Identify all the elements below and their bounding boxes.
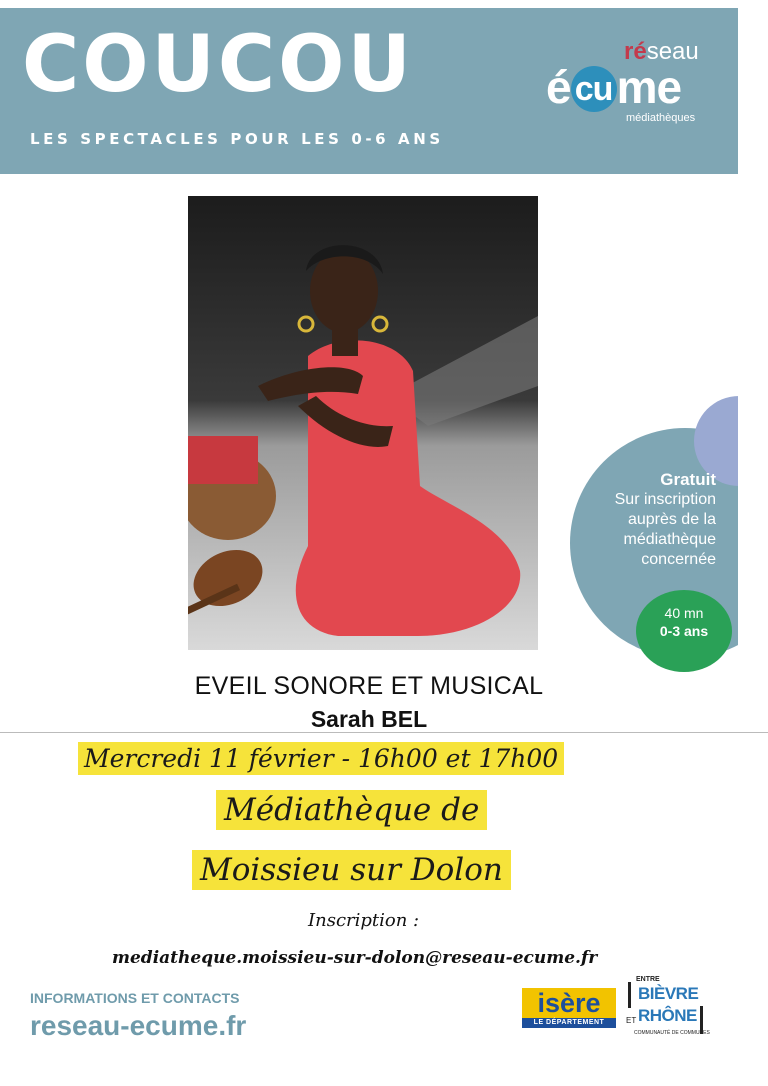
venue-line-2: Moissieu sur Dolon — [192, 850, 511, 890]
reseau-ecume-logo-subtitle: médiathèques — [626, 112, 696, 124]
registration-info: Gratuit Sur inscription auprès de la médiathèque concernée — [574, 470, 716, 570]
venue-line-1: Médiathèque de — [216, 790, 487, 830]
poster-subtitle: LES SPECTACLES POUR LES 0-6 ANS — [30, 130, 444, 148]
bievre-rhone-logo: ENTRE BIÈVRE ET RHÔNE COMMUNAUTÉ DE COMMUNES — [626, 976, 710, 1036]
duration-label: 40 mn — [664, 605, 704, 621]
footer-website-link[interactable]: reseau-ecume.fr — [30, 1010, 247, 1041]
performer-photo — [188, 196, 538, 650]
poster-title: COUCOU — [22, 20, 414, 110]
price-label: Gratuit — [660, 470, 716, 489]
reseau-ecume-logo-top: réseau — [624, 38, 699, 65]
header-banner — [0, 8, 738, 174]
event-title: EVEIL SONORE ET MUSICAL — [194, 672, 544, 700]
isere-department-logo: isère LE DÉPARTEMENT — [522, 988, 616, 1030]
duration-age-badge — [636, 590, 732, 672]
artist-name: Sarah BEL — [310, 706, 428, 732]
event-date: Mercredi 11 février - 16h00 et 17h00 — [78, 742, 564, 775]
contact-email[interactable]: mediatheque.moissieu-sur-dolon@reseau-ecume.fr — [112, 948, 598, 968]
age-label: 0-3 ans — [659, 623, 709, 639]
footer-info-label: INFORMATIONS ET CONTACTS — [30, 990, 240, 1006]
inscription-label: Inscription : — [308, 910, 420, 931]
reseau-ecume-logo-main: é cume — [546, 61, 682, 113]
divider — [0, 732, 768, 733]
